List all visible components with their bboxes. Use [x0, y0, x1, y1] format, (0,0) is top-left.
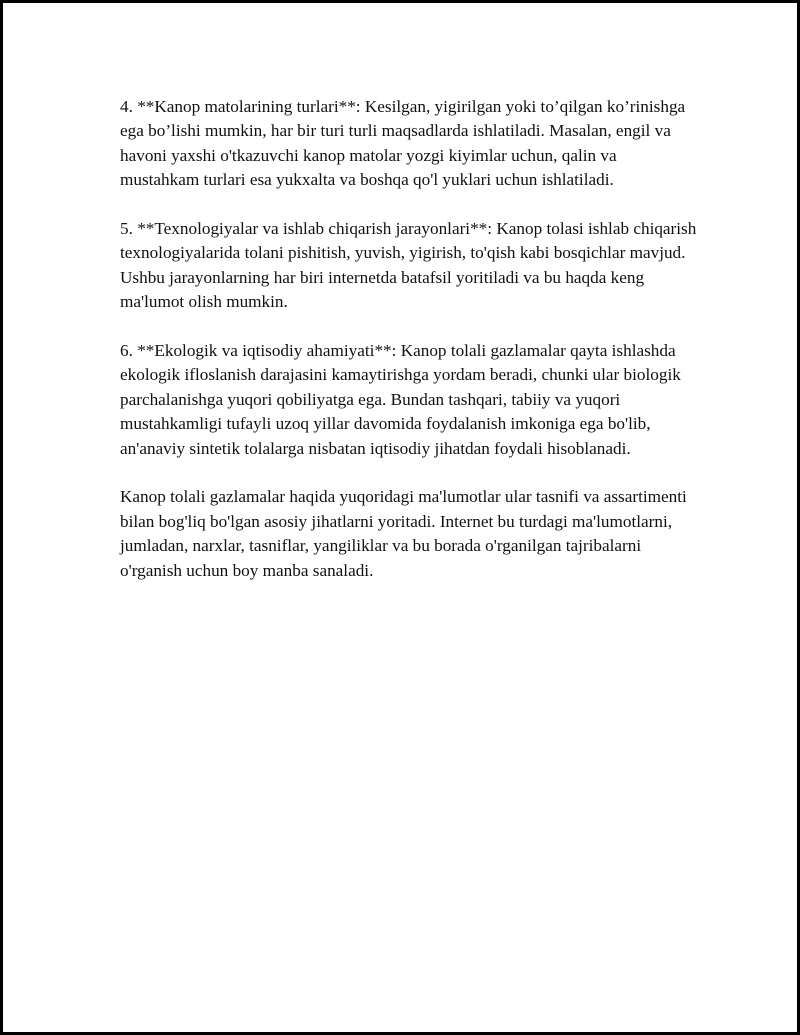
- paragraph-kanop-matolarining-turlari: 4. **Kanop matolarining turlari**: Kesilgan, yigirilgan yoki to’qilgan ko’rinishga ega bo’lishi mumkin, har bir turi turli maqsadlarda ishlatiladi. Masalan, engil va havoni yaxshi o'tkazuvchi kanop matolar yozgi kiyimlar uchun, qalin va mustahkam turlari esa yukxalta va boshqa qo'l yuklari uchun ishlatiladi.: [120, 97, 686, 190]
- paragraph-texnologiyalar: 5. **Texnologiyalar va ishlab chiqarish jarayonlari**: Kanop tolasi ishlab chiqarish texnologiyalarida tolani pishitish, yuvish, yigirish, to'qish kabi bosqichlar mavjud. Ushbu jarayonlarning har biri internetda batafsil yoritiladi va bu haqda keng ma'lumot olish mumkin.: [120, 219, 697, 312]
- paragraph-ekologik-ahamiyati: 6. **Ekologik va iqtisodiy ahamiyati**: Kanop tolali gazlamalar qayta ishlashda ekologik ifloslanish darajasini kamaytirishga yordam beradi, chunki ular biologik parchalanishga yuqori qobiliyatga ega. Bundan tashqari, tabiiy va yuqori mustahkamligi tufayli uzoq yillar davomida foydalanish imkoniga ega bo'lib, an'anaviy sintetik tolalarga nisbatan iqtisodiy jihatdan foydali hisoblanadi.: [120, 341, 681, 458]
- document-body: [120, 95, 700, 607]
- paragraph-conclusion: Kanop tolali gazlamalar haqida yuqoridagi ma'lumotlar ular tasnifi va assartimenti bilan bog'liq bo'lgan asosiy jihatlarni yoritadi. Internet bu turdagi ma'lumotlarni, jumladan, narxlar, tasniflar, yangiliklar va bu borada o'rganilgan tajribalarni o'rganish uchun boy manba sanaladi.: [120, 487, 687, 580]
